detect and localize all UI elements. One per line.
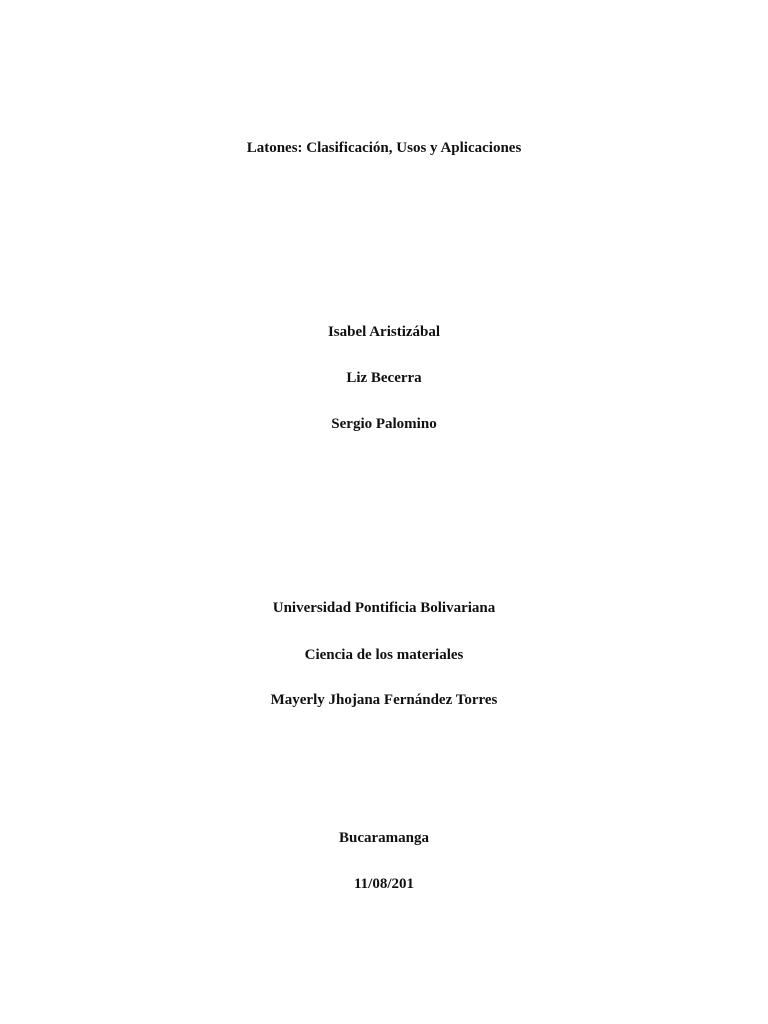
author-name: Isabel Aristizábal [327,324,441,340]
document-date: 11/08/201 [353,876,414,892]
university-name: Universidad Pontificia Bolivariana [272,600,496,616]
course-name: Ciencia de los materiales [304,647,464,663]
document-title: Latones: Clasificación, Usos y Aplicaciones [246,140,522,156]
teacher-name: Mayerly Jhojana Fernández Torres [270,692,498,708]
author-name: Sergio Palomino [331,416,437,432]
city-name: Bucaramanga [339,830,429,846]
author-name: Liz Becerra [346,370,422,386]
